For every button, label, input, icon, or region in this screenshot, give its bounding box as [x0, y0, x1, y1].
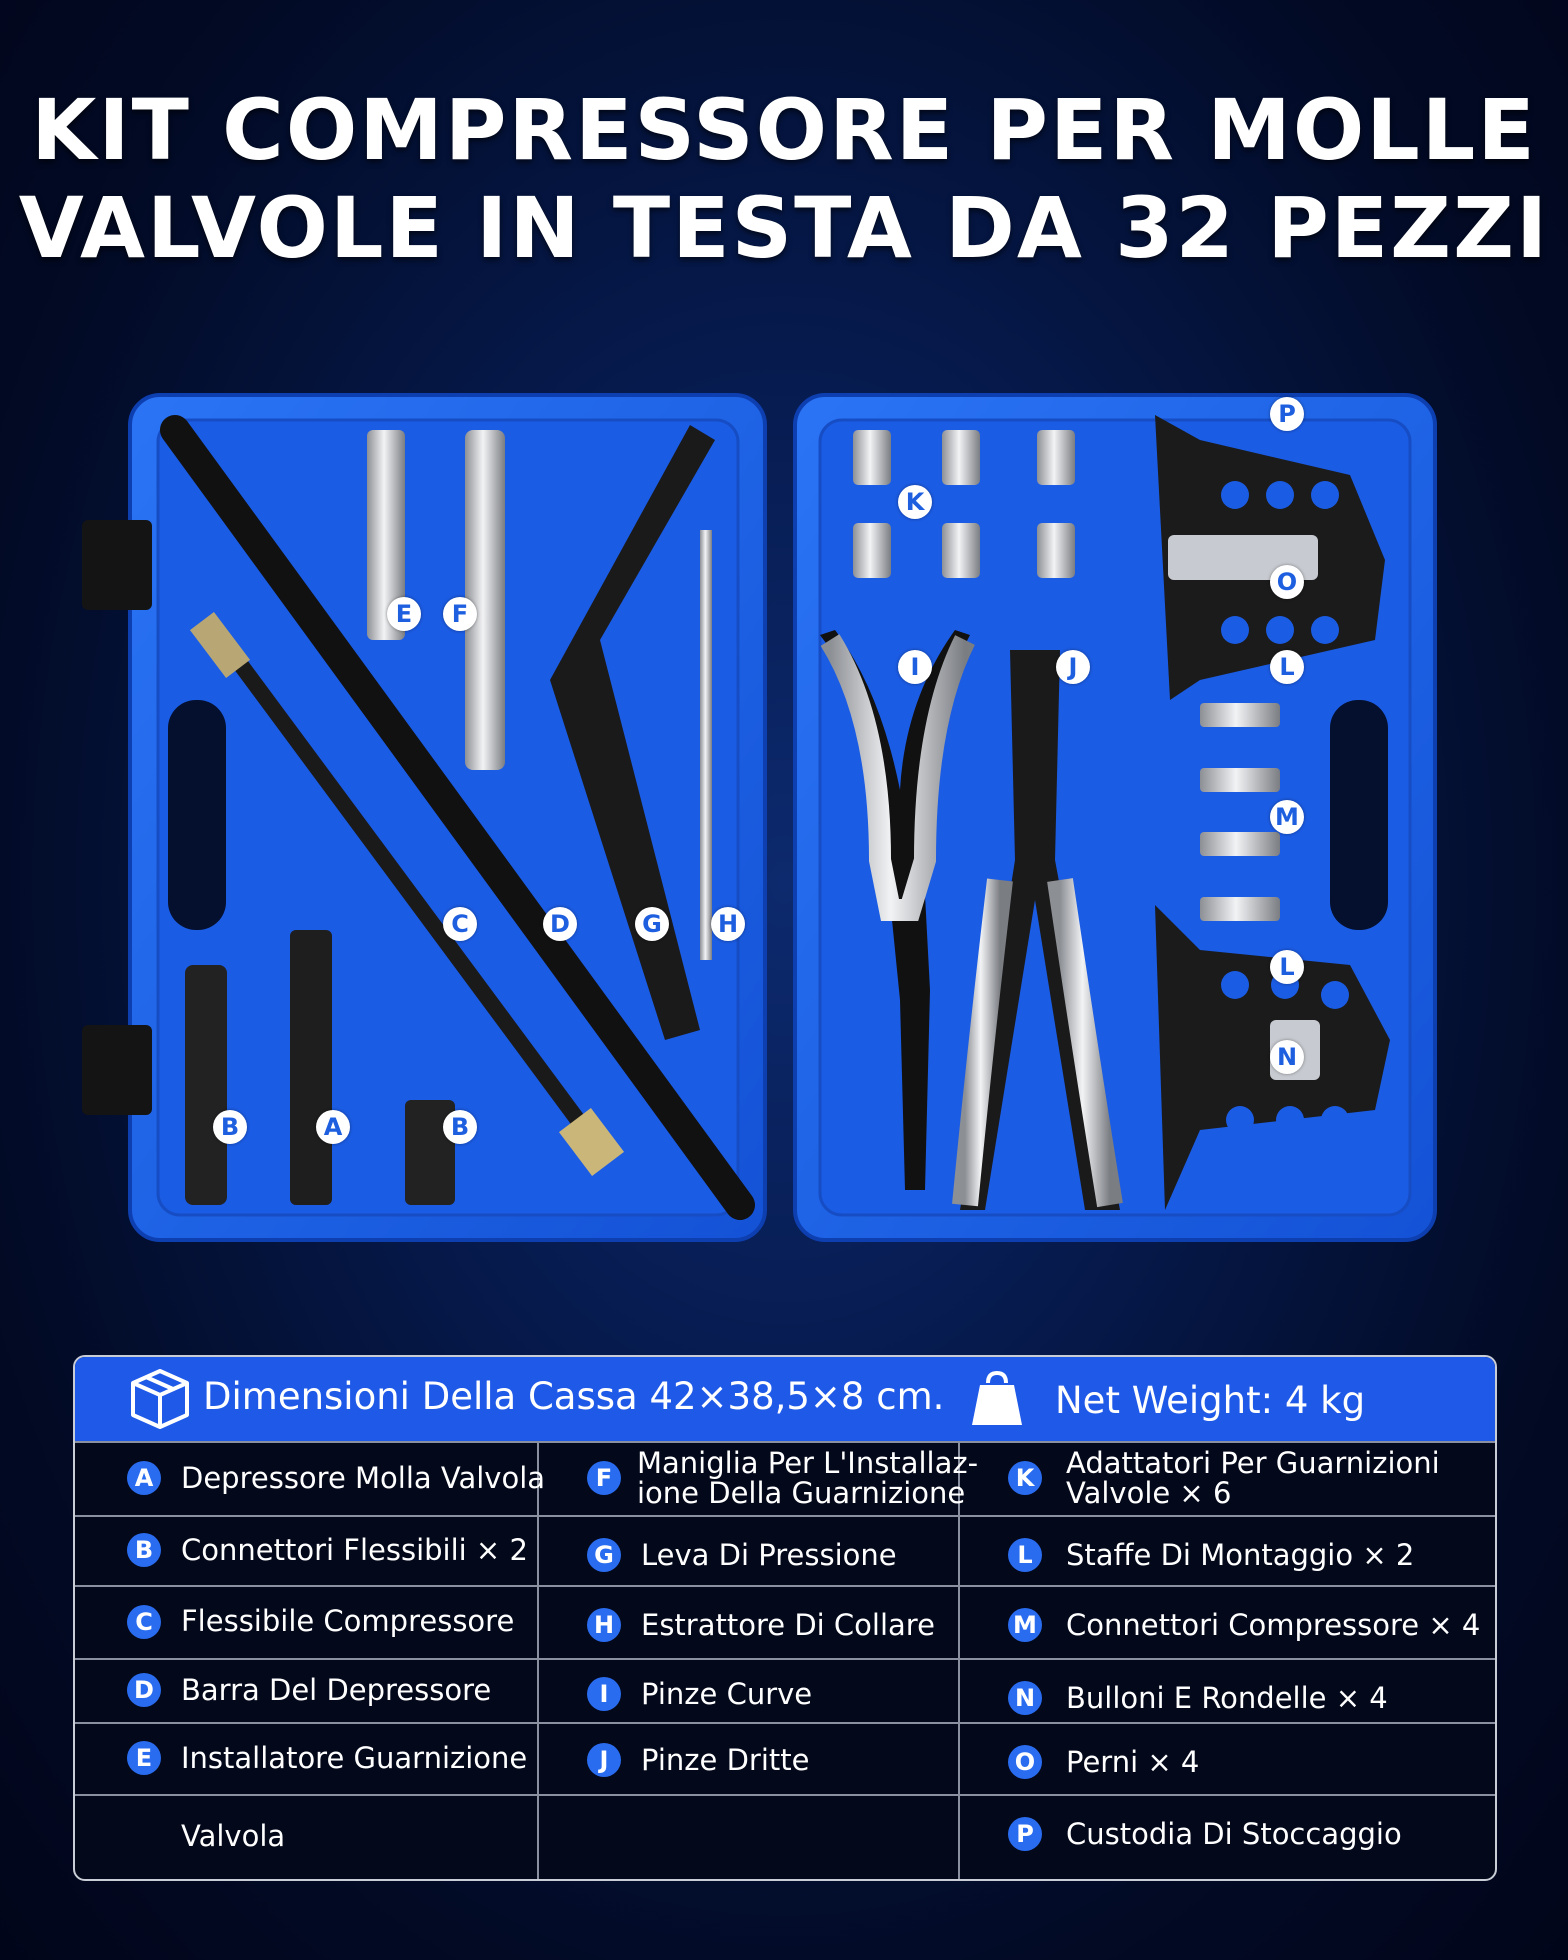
- item-g: [587, 1515, 897, 1595]
- item-label: Pinze Dritte: [641, 1742, 810, 1777]
- box-icon: [129, 1367, 191, 1431]
- letter-badge: H: [587, 1608, 621, 1642]
- image-badge-l2: L: [1270, 950, 1304, 984]
- letter-badge: M: [1008, 1608, 1042, 1642]
- letter-badge: K: [1008, 1461, 1042, 1495]
- item-o: [1008, 1722, 1199, 1802]
- image-badge-l: L: [1270, 650, 1304, 684]
- image-badge-d: D: [543, 907, 577, 941]
- letter-badge: L: [1008, 1538, 1042, 1572]
- item-label: Leva Di Pressione: [641, 1537, 897, 1572]
- letter-badge: B: [127, 1533, 161, 1567]
- spec-header: [75, 1357, 1495, 1441]
- image-badge-a: A: [316, 1110, 350, 1144]
- letter-badge: D: [127, 1673, 161, 1707]
- item-label: Barra Del Depressore: [181, 1672, 492, 1707]
- item-label: Valvola: [181, 1819, 286, 1854]
- image-badge-g: G: [635, 907, 669, 941]
- image-badge-b2: B: [443, 1110, 477, 1144]
- image-badge-p: P: [1270, 397, 1304, 431]
- image-badge-k: K: [898, 485, 932, 519]
- item-label: Installatore Guarnizione: [181, 1740, 528, 1775]
- item-label: Connettori Flessibili × 2: [181, 1532, 528, 1567]
- item-d: [127, 1658, 491, 1722]
- image-badge-m: M: [1270, 800, 1304, 834]
- letter-badge: E: [127, 1741, 161, 1775]
- spec-table: [73, 1355, 1497, 1881]
- image-badge-b: B: [213, 1110, 247, 1144]
- image-badge-e: E: [387, 597, 421, 631]
- letter-badge: O: [1008, 1745, 1042, 1779]
- image-badge-n: N: [1270, 1040, 1304, 1074]
- item-label: Staffe Di Montaggio × 2: [1066, 1537, 1415, 1572]
- item-c: [127, 1585, 514, 1658]
- item-label: Perni × 4: [1066, 1744, 1200, 1779]
- item-a: [127, 1441, 545, 1515]
- item-label: Adattatori Per Guarnizioni Valvole × 6: [1066, 1445, 1440, 1510]
- item-label: Estrattore Di Collare: [641, 1607, 935, 1642]
- letter-badge: C: [127, 1605, 161, 1639]
- letter-badge: F: [587, 1461, 621, 1495]
- image-badge-f: F: [443, 597, 477, 631]
- letter-badge: P: [1008, 1817, 1042, 1851]
- image-badge-i: I: [898, 650, 932, 684]
- item-label: Depressore Molla Valvola: [181, 1460, 546, 1495]
- item-l: [1008, 1515, 1414, 1595]
- image-badge-j: J: [1056, 650, 1090, 684]
- letter-badge: G: [587, 1538, 621, 1572]
- weight-icon: [968, 1369, 1026, 1429]
- weight-text: Net Weight: 4 kg: [1055, 1379, 1366, 1422]
- item-b: [127, 1515, 528, 1585]
- letter-badge: A: [127, 1461, 161, 1495]
- image-badge-h: H: [711, 907, 745, 941]
- image-badge-o: O: [1270, 565, 1304, 599]
- item-m: [1008, 1585, 1480, 1665]
- title-line-2: VALVOLE IN TESTA DA 32 PEZZI: [18, 179, 1550, 277]
- item-label: Maniglia Per L'Installaz- ione Della Guarnizione: [637, 1445, 979, 1510]
- letter-badge: J: [587, 1743, 621, 1777]
- item-label: Bulloni E Rondelle × 4: [1066, 1680, 1388, 1715]
- item-label: Connettori Compressore × 4: [1066, 1607, 1481, 1642]
- title-line-1: KIT COMPRESSORE PER MOLLE: [31, 81, 1537, 179]
- item-k: [1008, 1441, 1440, 1515]
- item-p: [1008, 1794, 1402, 1874]
- dimensions-text: Dimensioni Della Cassa 42×38,5×8 cm.: [203, 1375, 945, 1418]
- letter-badge: I: [587, 1677, 621, 1711]
- item-e: [127, 1722, 527, 1794]
- item-label: Pinze Curve: [641, 1676, 813, 1711]
- item-i: [587, 1658, 812, 1730]
- item-e-continued: [127, 1794, 285, 1879]
- item-label: Custodia Di Stoccaggio: [1066, 1816, 1402, 1851]
- item-label: Flessibile Compressore: [181, 1604, 515, 1639]
- image-badge-c: C: [443, 907, 477, 941]
- item-f: [587, 1441, 978, 1515]
- item-j: [587, 1722, 809, 1798]
- letter-badge: N: [1008, 1681, 1042, 1715]
- item-h: [587, 1585, 935, 1665]
